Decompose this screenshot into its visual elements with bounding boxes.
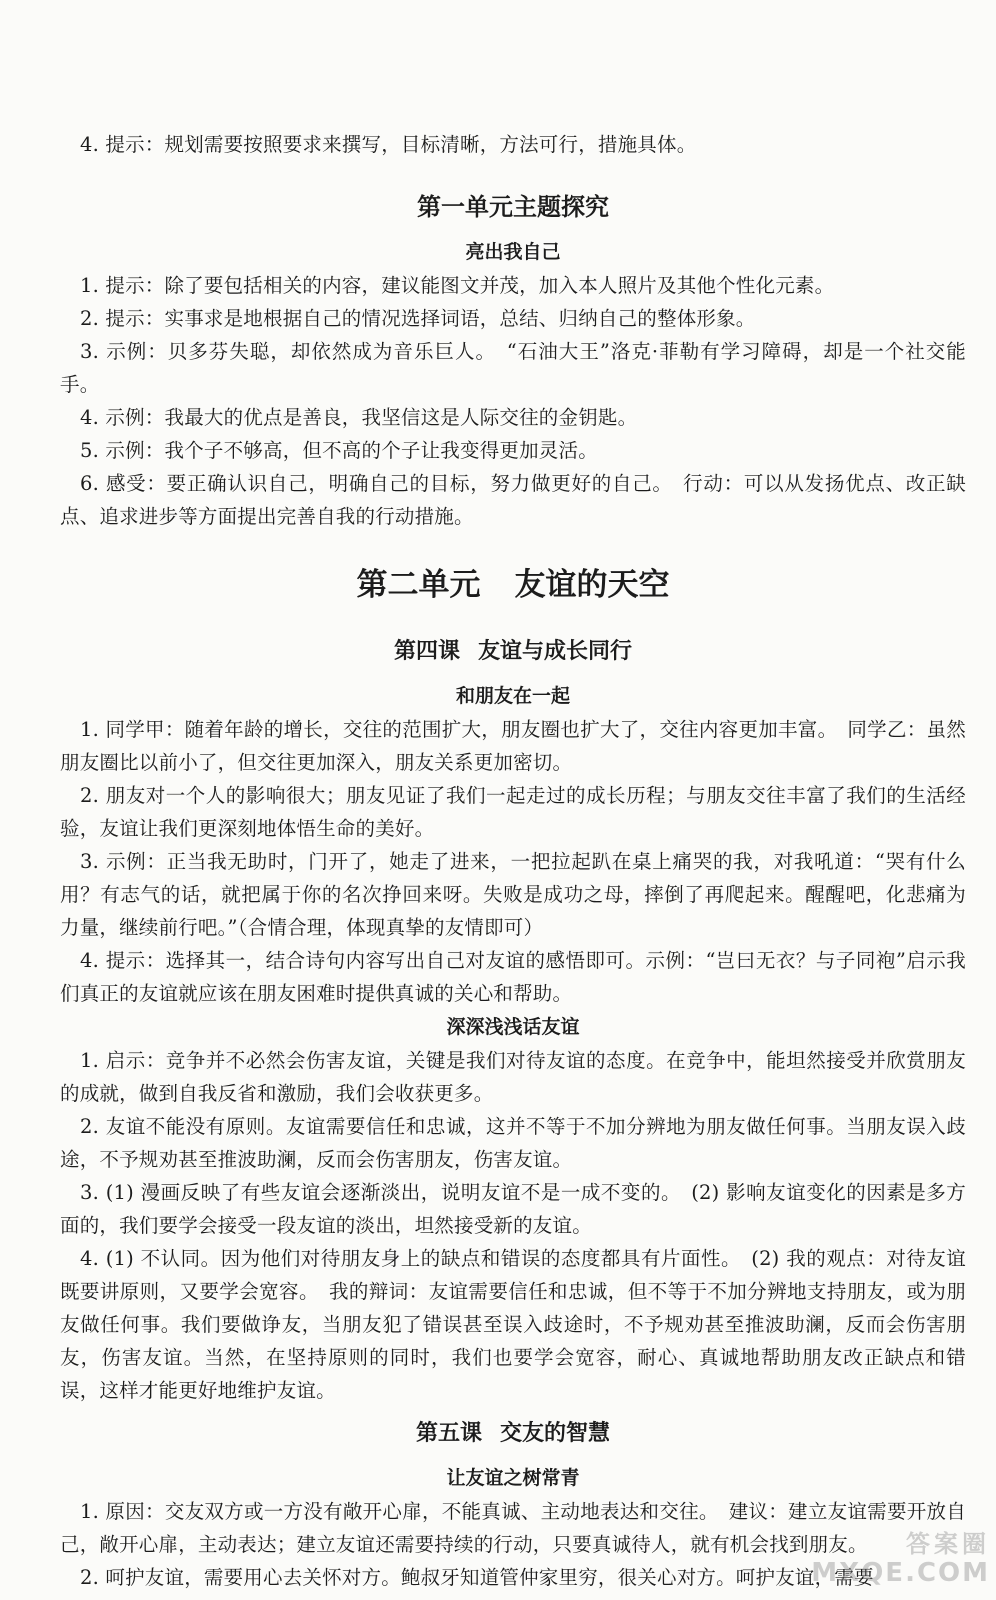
- lesson4-title-number: 第四课: [393, 639, 460, 664]
- lesson4-sec2-item-2: 2. 友谊不能没有原则。友谊需要信任和忠诚，这并不等于不加分辨地为朋友做任何事。当朋友误入歧途，不予规劝甚至推波助澜，反而会伤害朋友，伤害友谊。: [60, 1115, 966, 1171]
- unit-title: [60, 563, 966, 607]
- lesson5-title: [60, 1417, 966, 1451]
- theme-item-6: 6. 感受：要正确认识自己，明确自己的目标，努力做更好的自己。 行动：可以从发扬优点、改正缺点、追求进步等方面提出完善自我的行动措施。: [60, 472, 966, 528]
- lesson4-sec2-subtitle: 深深浅浅话友谊: [446, 1016, 580, 1038]
- lesson5-sec1-subtitle: 让友谊之树常青: [446, 1467, 580, 1489]
- page-content: [60, 128, 966, 1594]
- lesson4-sec1-item-2: 2. 朋友对一个人的影响很大；朋友见证了我们一起走过的成长历程；与朋友交往丰富了我们的生活经验，友谊让我们更深刻地体悟生命的美好。: [60, 784, 966, 840]
- site-watermark: [790, 1530, 990, 1594]
- lesson5-title-name: 交友的智慧: [500, 1421, 611, 1446]
- watermark-logo-text: 答案圈: [906, 1530, 990, 1558]
- theme-item-3: 3. 示例：贝多芬失聪，却依然成为音乐巨人。 “石油大王”洛克·菲勒有学习障碍，却是一个社交能手。: [60, 340, 966, 396]
- lesson5-sec1-item-2: 2. 呵护友谊，需要用心去关怀对方。鲍叔牙知道管仲家里穷，很关心对方。呵护友谊，需要: [80, 1566, 874, 1589]
- lesson5-title-number: 第五课: [415, 1421, 482, 1446]
- lesson4-sec2-item-3: 3. (1) 漫画反映了有些友谊会逐渐淡出，说明友谊不是一成不变的。 (2) 影响友谊变化的因素是多方面的，我们要学会接受一段友谊的淡出，坦然接受新的友谊。: [60, 1181, 966, 1237]
- lesson4-sec1-item-3: 3. 示例：正当我无助时，门开了，她走了进来，一把拉起趴在桌上痛哭的我，对我吼道：“哭有什么用？有志气的话，就把属于你的名次挣回来呀。失败是成功之母，摔倒了再爬起来。醒醒吧，化悲痛为力量，继续前行吧。”（合情合理，体现真挚的友情即可）: [60, 850, 966, 939]
- lesson4-sec1-subtitle: 和朋友在一起: [455, 685, 570, 707]
- intro-item: 4. 提示：规划需要按照要求来撰写，目标清晰，方法可行，措施具体。: [80, 133, 697, 156]
- lesson4-sec1-item-4: 4. 提示：选择其一，结合诗句内容写出自己对友谊的感悟即可。示例：“岂曰无衣？与子同袍”启示我们真正的友谊就应该在朋友困难时提供真诚的关心和帮助。: [60, 949, 966, 1005]
- theme-item-4: 4. 示例：我最大的优点是善良，我坚信这是人际交往的金钥匙。: [80, 406, 638, 429]
- lesson4-sec2-item-1: 1. 启示：竞争并不必然会伤害友谊，关键是我们对待友谊的态度。在竞争中，能坦然接受并欣赏朋友的成就，做到自我反省和激励，我们会收获更多。: [60, 1049, 966, 1105]
- watermark-domain: MXQE.COM: [811, 1558, 990, 1588]
- lesson4-title-name: 友谊与成长同行: [478, 639, 633, 664]
- lesson4-title: [60, 635, 966, 669]
- theme-section-title: 第一单元主题探究: [417, 193, 609, 221]
- lesson4-sec1-item-1: 1. 同学甲：随着年龄的增长，交往的范围扩大，朋友圈也扩大了，交往内容更加丰富。 同学乙：虽然朋友圈比以前小了，但交往更加深入，朋友关系更加密切。: [60, 718, 966, 774]
- theme-section-subtitle: 亮出我自己: [465, 241, 561, 263]
- theme-item-2: 2. 提示：实事求是地根据自己的情况选择词语，总结、归纳自己的整体形象。: [80, 307, 756, 330]
- lesson4-sec2-item-4: 4. (1) 不认同。因为他们对待朋友身上的缺点和错误的态度都具有片面性。 (2) 我的观点：对待友谊既要讲原则，又要学会宽容。 我的辩词：友谊需要信任和忠诚，但不等于不加分辨地支持朋友，或为朋友做任何事。我们要做诤友，当朋友犯了错误甚至误入歧途时，不予规劝甚至推波助澜，反而会伤害朋友，伤害友谊。当然，在坚持原则的同时，我们也要学会宽容，耐心、真诚地帮助朋友改正缺点和错误，这样才能更好地维护友谊。: [60, 1247, 966, 1402]
- theme-item-1: 1. 提示：除了要包括相关的内容，建议能图文并茂，加入本人照片及其他个性化元素。: [80, 274, 835, 297]
- unit-title-name: 友谊的天空: [514, 567, 670, 603]
- theme-item-5: 5. 示例：我个子不够高，但不高的个子让我变得更加灵活。: [80, 439, 598, 462]
- unit-title-number: 第二单元: [356, 567, 481, 603]
- lesson5-sec1-item-1: 1. 原因：交友双方或一方没有敞开心扉，不能真诚、主动地表达和交往。 建议：建立友谊需要开放自己，敞开心扉，主动表达；建立友谊还需要持续的行动，只要真诚待人，就有机会找到朋友。: [60, 1500, 966, 1556]
